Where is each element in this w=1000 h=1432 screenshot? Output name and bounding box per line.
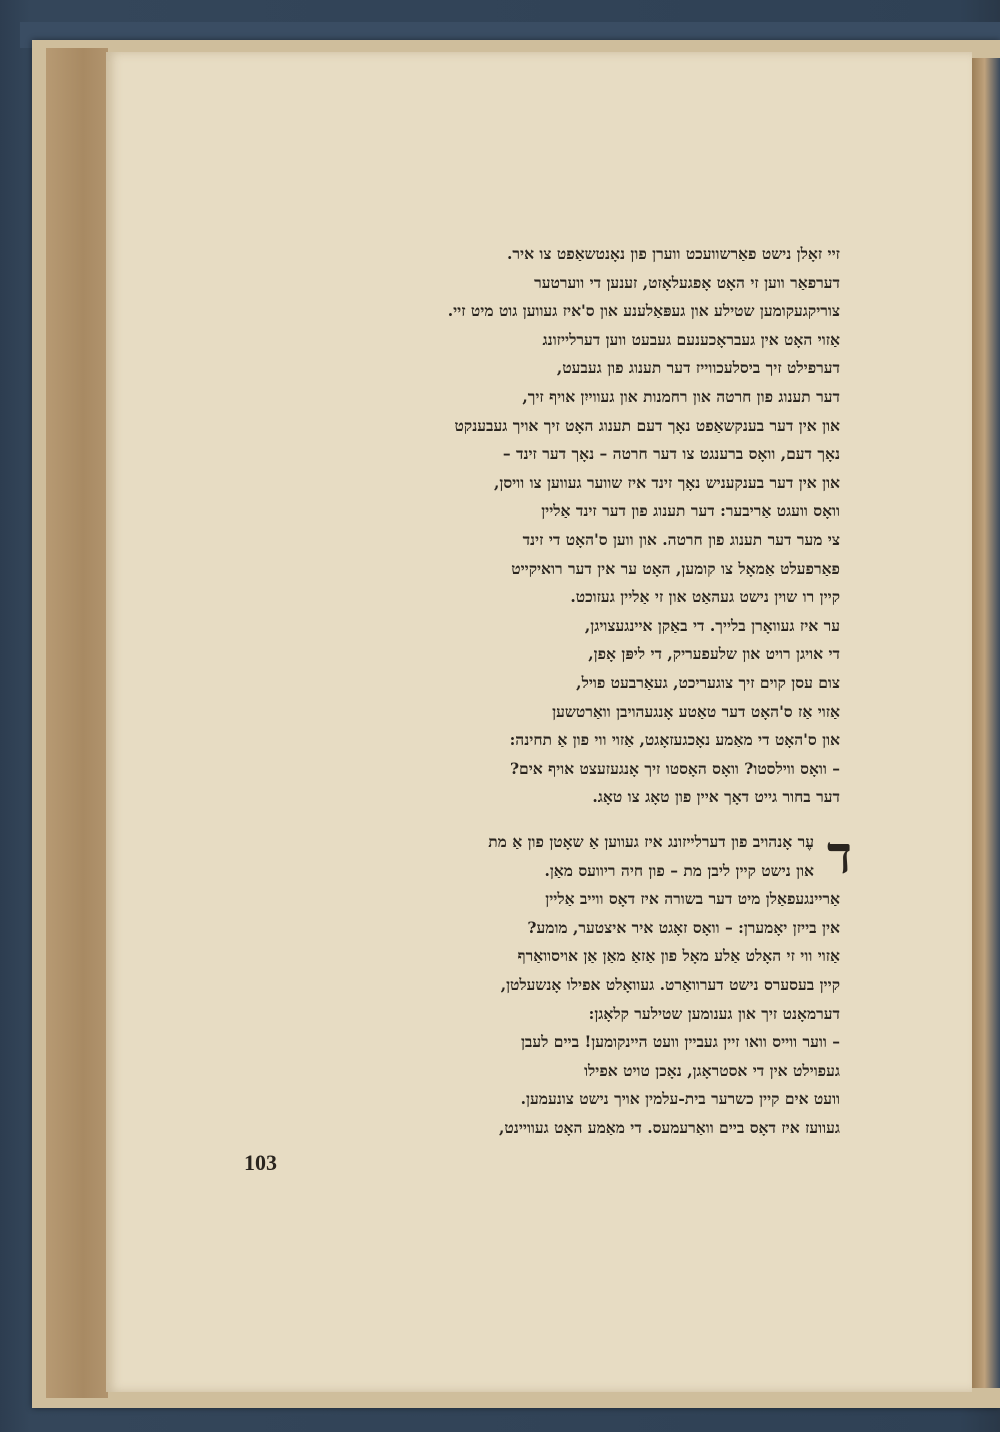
text-line: נאָך דעם, וואָס ברענגט צו דער חרטה – נאָך דער זינד – [502, 444, 840, 464]
text-line: צוריקגעקומען שטילע און געפּאַלענע און ס'איז געווען גוט מיט זיי. [447, 301, 840, 321]
text-line: קיין בעסערס נישט דערוואַרט. געוואָלט אפילו אָנשעלטן, [500, 974, 840, 994]
page-stack-left [46, 48, 108, 1398]
text-line: קיין רו שוין נישט געהאַט און זי אַליין געזוכט. [570, 587, 840, 607]
text-line: דער בחור גייט דאָך איין פון טאָג צו טאָג. [592, 787, 840, 807]
text-line: צי מער דער תענוג פון חרטה. און ווען ס'האָט די זינד [522, 529, 840, 549]
text-line: און אין דער בענקעניש נאָך זינד איז שווער געווען צו וויסן, [494, 472, 840, 492]
text-line: און נישט קיין ליבן מת – פון חיה ריוועס מאַן. [544, 860, 814, 880]
text-line: וועט אים קיין כשרער בית-עלמין אויך נישט צונעמען. [520, 1089, 840, 1109]
text-line: פאַרפעלט אַמאָל צו קומען, האָט ער אין דער רואיקייט [511, 558, 840, 578]
text-line: דער תענוג פון חרטה און רחמנות און געווייִן אויף זיך, [522, 386, 840, 406]
text-line: דערפילט זיך ביסלעכווייז דער תענוג פון געבעט, [556, 358, 840, 378]
paragraph-2 [320, 825, 852, 1143]
text-line: די אויגן רויט און שלעפעריק, די ליפּן אָפן, [588, 644, 840, 664]
text-line: דערמאָנט זיך און גענומען שטילער קלאָגן: [588, 1003, 840, 1023]
page-number: 103 [244, 1150, 277, 1175]
text-line: אַזוי אַז ס'האָט דער טאַטע אָנגעהויבן וואַרטשען [552, 701, 840, 721]
text-line: געוועז איז דאָס ביים וואַרעמעס. די מאַמע האָט געוויינט, [499, 1117, 840, 1137]
text-line: ער איז געוואָרן בלייך. די באַקן איינגעצויגן, [584, 615, 840, 635]
text-line: אַזוי ווי זי האָלט אַלע מאָל פון אַזאַ מאַן אַן אויסוואַרף [517, 946, 840, 966]
text-line: אַריינגעפאַלן מיט דער בשורה איז דאָס ווייב אַליין [545, 889, 840, 909]
page-stack-right [972, 58, 1000, 1388]
text-line: אַזוי האָט אין געבראָכענעם געבעט ווען דערלייזונג [542, 329, 840, 349]
text-line: געפוילט אין די אסטראָגן, נאָכן טויט אפילו [584, 1060, 840, 1080]
drop-cap: ד [826, 825, 852, 886]
text-line: – ווער ווייס וואו זיין געביין וועט היינקומען! ביים לעבן [520, 1032, 840, 1052]
text-line: זיי זאָלן נישט פאַרשוועכט ווערן פון נאָנטשאַפט צו איר. [507, 244, 840, 263]
text-line: וואָס וועגט אַריבער: דער תענוג פון דער זינד אַליין [541, 501, 840, 521]
text-line: עֶר אָנהויב פון דערלייזונג איז געווען אַ שאָטן פון אַ מת [488, 832, 814, 851]
text-line: אין בייזן יאָמערן: – וואָס זאָגט איר איצטער, מומע? [527, 917, 840, 937]
text-line: און ס'האָט די מאַמע נאָכגעזאָגט, אַזוי ווי פון אַ תחינה: [509, 730, 840, 750]
text-line: דערפאַר ווען זי האָט אָפגעלאָזט, זענען די ווערטער [534, 272, 840, 292]
text-line: – וואָס ווילסטו? וואָס האָסטו זיך אָנגעזעצט אויף אים? [509, 758, 840, 778]
paragraph-1 [320, 240, 840, 812]
text-line: און אין דער בענקשאַפט נאָך דעם תענוג האָט זיך אויך געבענקט [454, 415, 840, 435]
text-line: צום עסן קוים זיך צוגעריכט, געאַרבעט פויל, [576, 672, 840, 692]
